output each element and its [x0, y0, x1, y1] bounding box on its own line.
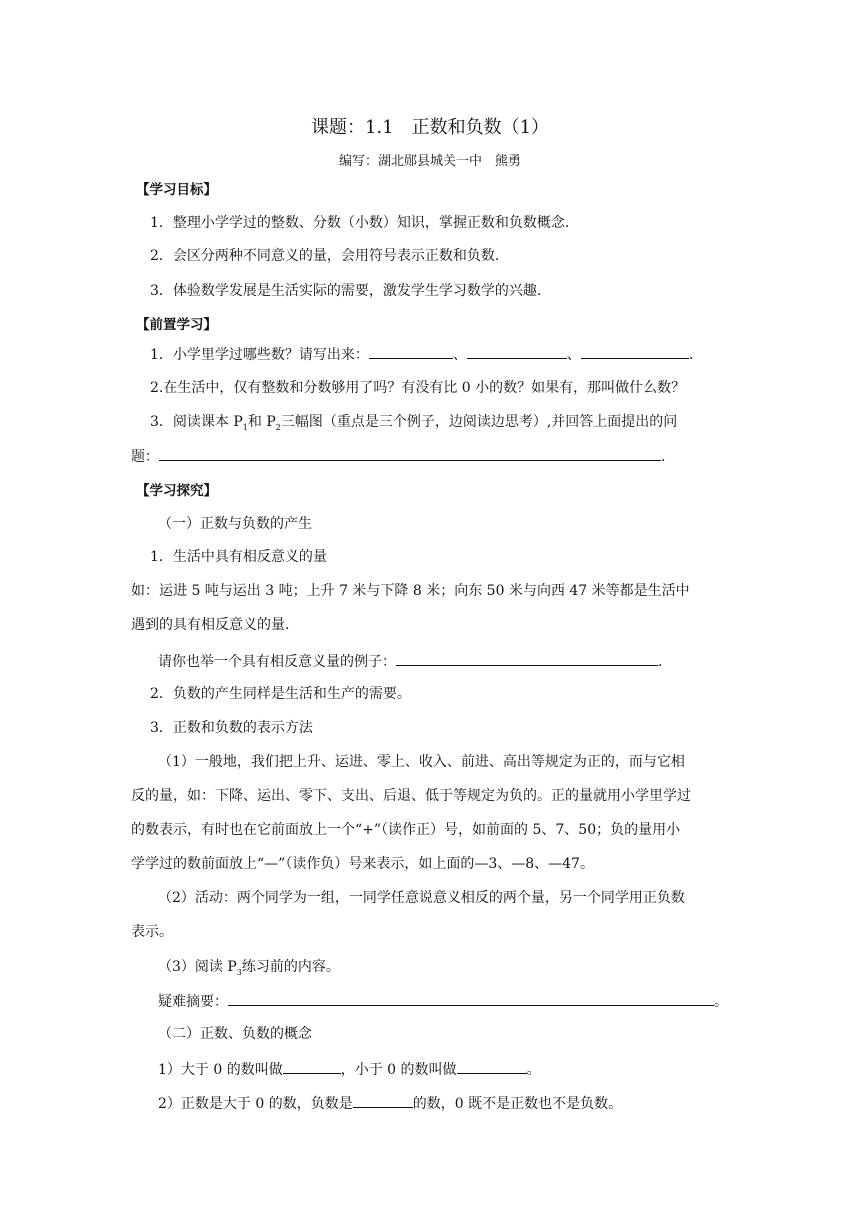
answer-blank-example[interactable] — [396, 651, 658, 666]
preview-question-1 — [150, 344, 693, 364]
answer-blank-q3[interactable] — [159, 446, 661, 461]
answer-blank-1[interactable] — [369, 344, 453, 359]
section-3-title: 3．正数和负数的表示方法 — [150, 720, 313, 736]
answer-blank-2[interactable] — [467, 344, 567, 359]
goals-heading: 【学习目标】 — [136, 182, 217, 198]
goal-item-3: 3．体验数学发展是生活实际的需要，激发学生学习数学的兴趣. — [150, 283, 542, 299]
q3-line2-label: 题： — [131, 449, 159, 465]
part-2-title: （二）正数、负数的概念 — [158, 1026, 312, 1042]
answer-blank-difficulty[interactable] — [228, 991, 714, 1006]
preview-question-2: 2.在生活中，仅有整数和分数够用了吗？有没有比 0 小的数？如果有，那叫做什么数？ — [150, 380, 686, 396]
explore-heading: 【学习探究】 — [136, 483, 217, 499]
line-end: . — [688, 347, 694, 363]
answer-blank-negative[interactable] — [457, 1059, 527, 1074]
p3-sub: 3 — [236, 967, 242, 977]
goal-item-2: 2．会区分两种不同意义的量，会用符号表示正数和负数. — [150, 248, 500, 264]
preview-question-1-text: 1．小学里学过哪些数？请写出来： — [150, 347, 369, 363]
separator: 、 — [452, 347, 467, 363]
paragraph-1-line-1: （1）一般地，我们把上升、运进、零上、收入、前进、高出等规定为正的，而与它相 — [158, 754, 685, 770]
line-end: . — [658, 654, 663, 670]
paragraph-1-line-2: 反的量，如：下降、运出、零下、支出、后退、低于等规定为负的。正的量就用小学里学过 — [131, 788, 691, 804]
page-title: 课题：1.1 正数和负数（1） — [310, 117, 550, 138]
paragraph-3 — [158, 958, 340, 976]
concept-2 — [158, 1093, 622, 1113]
q3-part-a: 3．阅读课本 P — [150, 414, 243, 430]
line-end: . — [661, 449, 666, 465]
section-1-prompt-text: 请你也举一个具有相反意义量的例子： — [158, 654, 396, 670]
q3-sub-1: 1 — [242, 422, 248, 432]
concept-1-b: ，小于 0 的数叫做 — [340, 1062, 457, 1078]
difficulty-label: 疑难摘要： — [158, 994, 228, 1010]
concept-2-b: 的数，0 既不是正数也不是负数。 — [412, 1096, 623, 1112]
paragraph-1-line-4: 学学过的数前面放上“—”（读作负）号来表示，如上面的—3、—8、—47。 — [131, 856, 594, 872]
preview-question-3-line-2 — [131, 446, 665, 466]
line-end: 。 — [526, 1062, 541, 1078]
section-1-line-1: 如：运进 5 吨与运出 3 吨；上升 7 米与下降 8 米；向东 50 米与向西 47 米等都是生活中 — [131, 583, 690, 599]
part-1-title: （一）正数与负数的产生 — [158, 516, 312, 532]
answer-blank-negative-def[interactable] — [353, 1093, 413, 1108]
section-1-line-2: 遇到的具有相反意义的量. — [131, 617, 290, 633]
answer-blank-3[interactable] — [581, 344, 689, 359]
concept-1 — [158, 1059, 541, 1079]
preview-heading: 【前置学习】 — [136, 317, 217, 333]
difficulty-line — [158, 991, 728, 1011]
q3-sub-2: 2 — [275, 422, 281, 432]
section-1-prompt — [158, 651, 662, 671]
answer-blank-positive[interactable] — [283, 1059, 341, 1074]
separator: 、 — [566, 347, 581, 363]
q3-part-b: 和 P — [247, 414, 276, 430]
q3-part-c: 三幅图（重点是三个例子，边阅读边思考）,并回答上面提出的问 — [280, 414, 678, 430]
p3-part-b: 练习前的内容。 — [241, 959, 340, 975]
paragraph-2-line-2: 表示。 — [131, 924, 173, 940]
paragraph-2-line-1: （2）活动：两个同学为一组，一同学任意说意义相反的两个量，另一个同学用正负数 — [158, 890, 685, 906]
paragraph-1-line-3: 的数表示，有时也在它前面放上一个“+”（读作正）号，如前面的 5、7、50；负的量用小 — [131, 822, 681, 838]
section-2: 2．负数的产生同样是生活和生产的需要。 — [150, 686, 411, 702]
preview-question-3 — [150, 413, 677, 431]
concept-1-a: 1）大于 0 的数叫做 — [158, 1062, 283, 1078]
line-end: 。 — [714, 994, 728, 1010]
author-line: 编写：湖北郧县城关一中 熊勇 — [338, 154, 521, 169]
p3-part-a: （3）阅读 P — [158, 959, 237, 975]
concept-2-a: 2）正数是大于 0 的数，负数是 — [158, 1096, 353, 1112]
goal-item-1: 1．整理小学学过的整数、分数（小数）知识，掌握正数和负数概念. — [150, 215, 570, 231]
section-1-title: 1．生活中具有相反意义的量 — [150, 549, 327, 565]
